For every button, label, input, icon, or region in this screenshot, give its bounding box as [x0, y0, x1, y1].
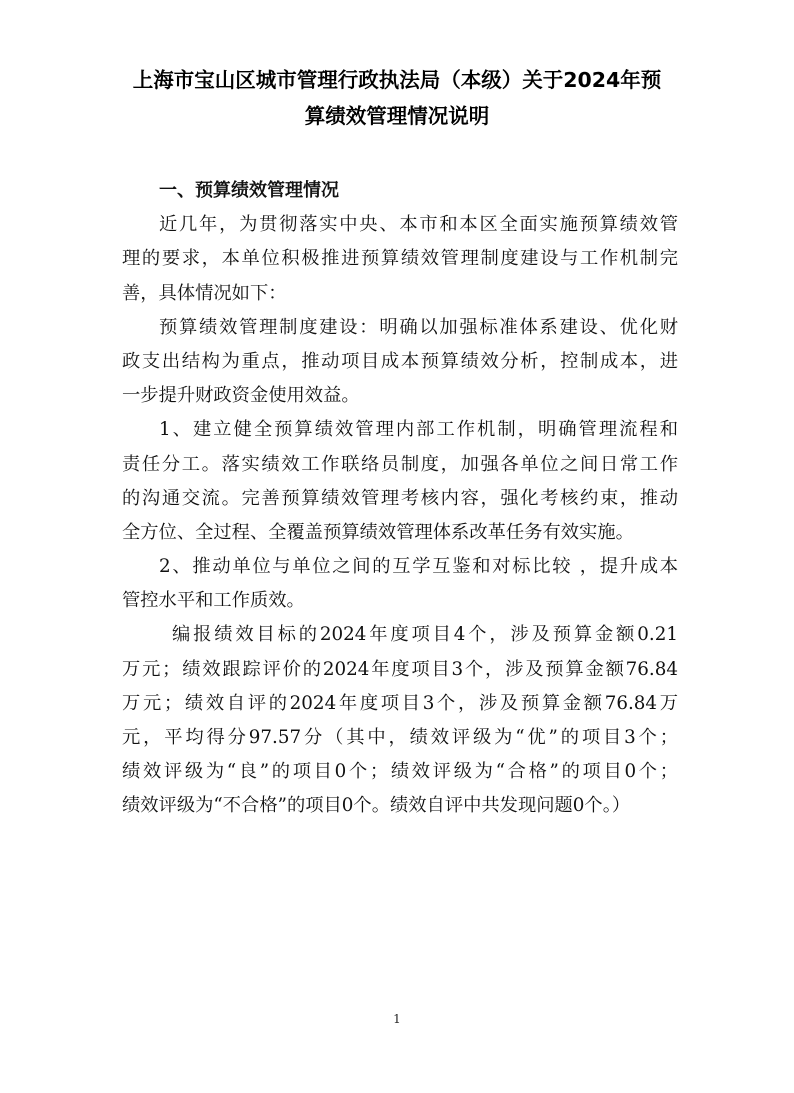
paragraph-2-line-3: 一步提升财政资金使用效益。 — [122, 385, 360, 407]
paragraph-3-line-4: 全方位、全过程、全覆盖预算绩效管理体系改革任务有效实施。 — [122, 521, 634, 543]
paragraph-1-line-1: 近几年，为贯彻落实中央、本市和本区全面实施预算绩效管 — [159, 214, 678, 236]
paragraph-5-line-3: 万元；绩效自评的2024年度项目3个，涉及预算金额76.84万 — [122, 692, 678, 714]
paragraph-2-line-2: 政支出结构为重点，推动项目成本预算绩效分析，控制成本，进 — [122, 350, 678, 372]
document-body — [122, 174, 678, 824]
paragraph-5-line-2: 万元；绩效跟踪评价的2024年度项目3个，涉及预算金额76.84 — [122, 658, 678, 680]
paragraph-5-line-1: 编报绩效目标的2024年度项目4个，涉及预算金额0.21 — [172, 624, 678, 646]
paragraph-3-line-3: 的沟通交流。完善预算绩效管理考核内容，强化考核约束，推动 — [122, 487, 678, 509]
page-number: 1 — [393, 1012, 401, 1026]
title-line-1: 上海市宝山区城市管理行政执法局（本级）关于2024年预 — [132, 68, 662, 92]
paragraph-1-line-2: 理的要求，本单位积极推进预算绩效管理制度建设与工作机制完 — [122, 248, 678, 270]
section-heading: 一、预算绩效管理情况 — [159, 180, 339, 201]
paragraph-4-line-1: 2、推动单位与单位之间的互学互鉴和对标比较 ，提升成本 — [159, 556, 678, 578]
title-line-2: 算绩效管理情况说明 — [304, 104, 490, 128]
paragraph-2-line-1: 预算绩效管理制度建设：明确以加强标准体系建设、优化财 — [159, 316, 678, 338]
paragraph-3-line-2: 责任分工。落实绩效工作联络员制度，加强各单位之间日常工作 — [122, 453, 678, 475]
paragraph-1-line-3: 善，具体情况如下： — [122, 282, 287, 304]
paragraph-5-line-6: 绩效评级为“不合格”的项目0个。绩效自评中共发现问题0个。） — [122, 795, 631, 817]
document-title — [110, 62, 684, 134]
paragraph-4-line-2: 管控水平和工作质效。 — [122, 590, 305, 612]
paragraph-5-line-5: 绩效评级为“良”的项目0个；绩效评级为“合格”的项目0个； — [122, 761, 678, 783]
paragraph-3-line-1: 1、建立健全预算绩效管理内部工作机制，明确管理流程和 — [159, 419, 678, 441]
paragraph-5-line-4: 元，平均得分97.57分（其中，绩效评级为“优”的项目3个； — [122, 727, 678, 748]
